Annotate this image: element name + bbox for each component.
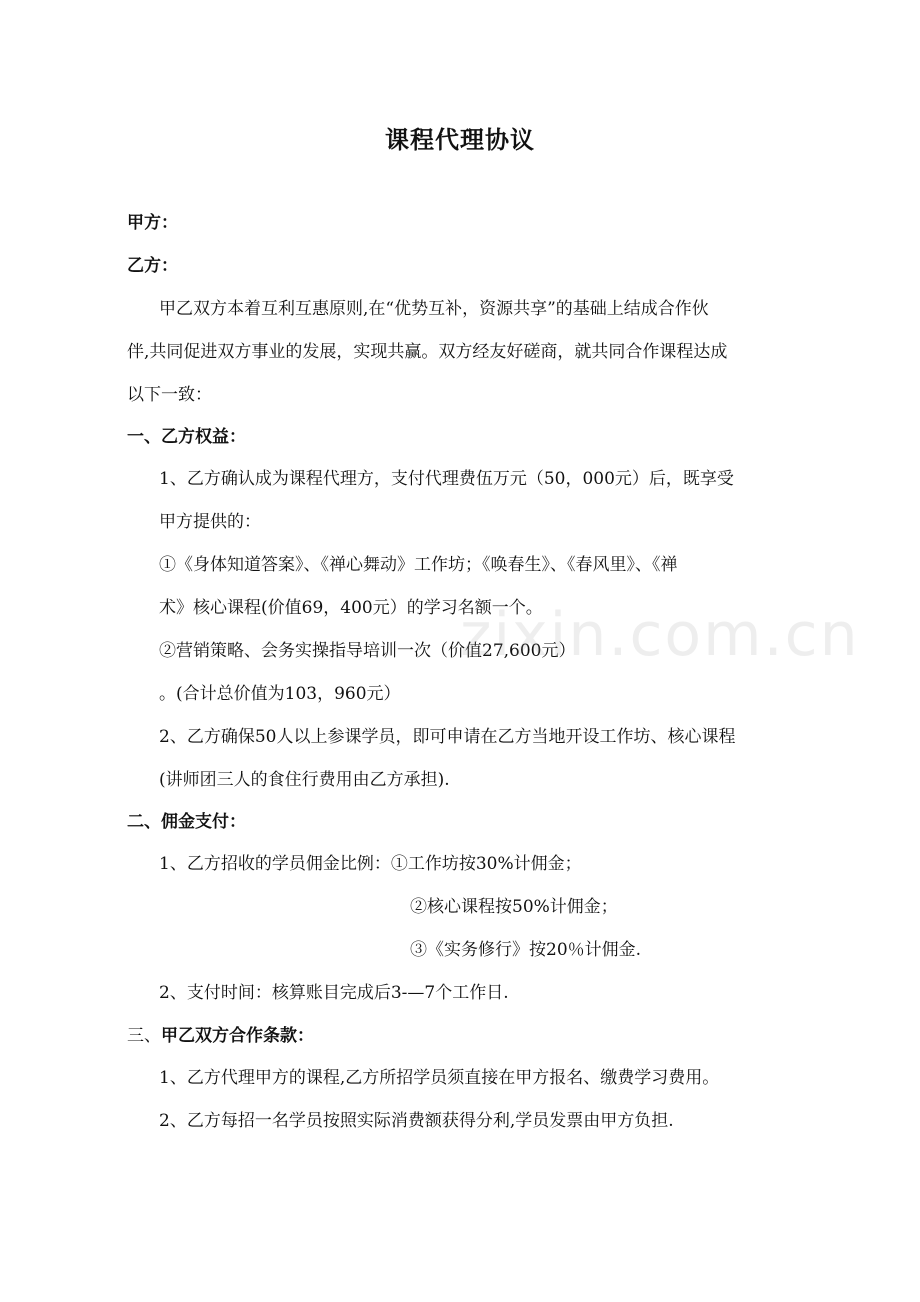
section-1-line: 甲方提供的：	[159, 512, 261, 532]
section-3-line: 1、乙方代理甲方的课程,乙方所招学员须直接在甲方报名、缴费学习费用。	[159, 1068, 720, 1088]
section-3-heading-text: 甲乙双方合作条款：	[161, 1026, 314, 1046]
watermark: zixin.com.cn	[460, 600, 860, 670]
intro-line: 甲乙双方本着互利互惠原则,在“优势互补，资源共享”的基础上结成合作伙	[159, 299, 709, 319]
document-title: 课程代理协议	[385, 126, 535, 154]
section-1-line: ②营销策略、会务实操指导培训一次（价值27,600元）	[159, 641, 576, 661]
party-a-label: 甲方：	[127, 213, 178, 233]
section-2-line: 1、乙方招收的学员佣金比例：①工作坊按30%计佣金；	[159, 854, 582, 874]
party-b-label: 乙方：	[127, 256, 178, 276]
section-3-line: 2、乙方每招一名学员按照实际消费额获得分利,学员发票由甲方负担.	[159, 1111, 674, 1131]
section-1-line: 术》核心课程(价值69，400元）的学习名额一个。	[159, 598, 543, 618]
intro-line: 伴,共同促进双方事业的发展，实现共赢。双方经友好磋商，就共同合作课程达成	[127, 342, 728, 362]
section-1-line: 。(合计总价值为103，960元）	[159, 684, 401, 704]
section-1-line: (讲师团三人的食住行费用由乙方承担).	[159, 770, 450, 790]
intro-line: 以下一致：	[127, 385, 212, 405]
section-1-line: 1、乙方确认成为课程代理方，支付代理费伍万元（50，000元）后，既享受	[159, 469, 734, 489]
section-1-line: 2、乙方确保50人以上参课学员，即可申请在乙方当地开设工作坊、核心课程	[159, 727, 736, 747]
section-2-heading: 二、佣金支付：	[127, 812, 246, 832]
section-2-line: ②核心课程按50%计佣金；	[410, 897, 618, 917]
section-1-heading: 一、乙方权益：	[127, 427, 246, 447]
section-2-line: 2、支付时间：核算账目完成后3-—7个工作日.	[159, 983, 509, 1003]
section-1-line: ①《身体知道答案》、《禅心舞动》工作坊；《唤春生》、《春风里》、《禅	[159, 555, 678, 575]
section-3-heading	[127, 1023, 314, 1049]
section-3-heading-prefix: 三、	[127, 1026, 161, 1046]
section-2-line: ③《实务修行》按20％计佣金.	[410, 940, 642, 960]
